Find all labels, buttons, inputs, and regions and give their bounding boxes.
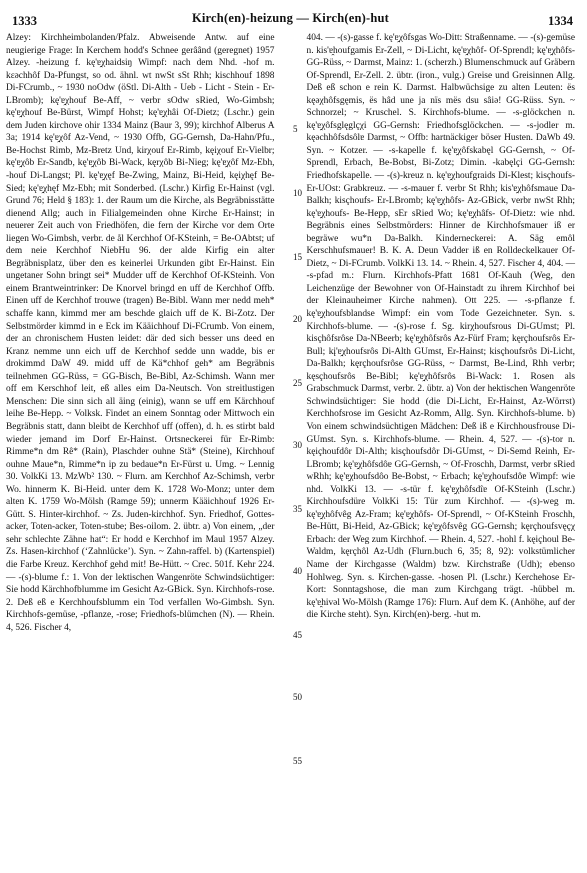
line-number: 30 — [293, 440, 302, 450]
line-number: 15 — [293, 252, 302, 262]
line-number: 55 — [293, 756, 302, 766]
running-head: Kirch(en)-heizung — Kirch(en)-hut — [191, 10, 390, 25]
line-number: 50 — [293, 692, 302, 702]
line-number-gutter — [288, 32, 312, 766]
line-number: 45 — [293, 630, 302, 640]
line-number: 35 — [293, 504, 302, 514]
right-column — [307, 32, 576, 634]
line-number: 25 — [293, 378, 302, 388]
left-page-number: 1333 — [12, 14, 37, 28]
right-page-number: 1334 — [548, 14, 573, 28]
right-column-text: 404. — -(s)-gasse f. kę'ɐ̯χôfsgas Wo-Ditt: Straßenname. — -(s)-gemüse n. kis'ɐ̯houfgamis Er-Zell, ~ Di-Licht, kę'ɐ̯χhôf- Of-Sprendl; kę'ɐ̯χhôfs- GG-Rüss, ~ Darmst, Mainz: 1. (scherzh.) Blumenschmuck auf Gräbern Of-Sprendl, Er-Zell. 2. übtr. (iron., vulg.) Greise und Greisinnen Allg. Deß eß schon e rein K. Darmst. Halbwüchsige zu alten Leuten: ës kęəχhôfsgęmis, ës hâd une ja nïs mës dsu sâiə! GG-Rüss. Syn. ~ Schnorzel; ~ Kruschel. S. Kirchhofs-blume. — -s-glöckchen n. kę'ɐ̯χôfsglęglçχi GG-Gernsh: Friedhofsglöckchen. — -s-jodler m. kęəchhôfsdsôlɐ Darmst, ~ Offb: hartnäckiger böser Husten. DaWb 49. Syn. ~ Kotzer. — -s-kapelle f. kę'ɐ̯χôfskabęl GG-Gernsh, ~ Of-Sprendl, Erbach, Be-Bobst, Bi-Zotz; Dimin. -kabęlçi GG-Gernsh: Friedhofskapelle. — -(s)-kreuz n. kę'ɐ̯χhoufgraids Di-Klest; kisçhoufs- Er-UOst: Grabkreuz. — -s-mauer f. verbr St Rhh; kis'ɐ̯χhôfsmaue Da-Balkh; kisçhoufs- Er-LBromb; kę'ɐ̯χhôfs- Az-GBick, verbr nwSt Rhh; kę'ɐ̯χhoufs- Be-Hepp, sEr sRied Wo; kę'ɐ̯χhâfs- Of-Dietz: wie nhd. Begräbnis eines Selbstmörders: Hinner de Kirchhofsmauer iß er begräwe wu*n Da-Balkh. Kinderneckerei: A. Säg emôl Kerschhufsmauer! B. K. A. Deun Vadder iß en Rolldeckelkauer Of-Dietz, ~ Di-FCrumb. VolkKi 13. 14. ~ Rhein. 4, 527. Fischer 4, 404. — -s-pfad m.: Flurn. Kirchhofs-Pfatt 1681 Of-Kauh (Weg, den Leichenzüge der Bewohner von Of-Hainstadt zu ihrem Kirchhof bei der Kleinauheimer Kirche nahmen). Ott 225. — -s-pflanze f. kę'ɐ̯χhoufsblandse Wimpf: ein vom Tode Gezeichneter. Syn. s. Kirchhofs-blume. — -(s)-rose f. Sg. kirχhoufsrous Di-GUmst; Pl. kisçhôfsrôse Da-NBeerb; kę'ɐ̯χhôfsrôs Az-Fürf Fram; kęrçhoufsrôs Er-Bull; kį'ɐ̯χhoufsrôs Di-Alth GUmst, Er-Hainst; kisçhoufsrôs Di-Licht, Da-Balkh; kęrçhoufsrôse GG-Rüss, ~ Darmst, Be-Lind, Rhh verbr; kęsçhoufsrôs Be-Bibl; kę'ɐ̯χhôfsrôs Bi-Wack: 1. Rosen als Grabschmuck Darmst, verbr. 2. übtr. a) Von der hektischen Wangenröte Schwindsüchtiger: Sie hodd (die Di-Licht, Er-Hainst, Az-Wörrst) Kerchhofsrose im Gesicht Az-Romm, Allg. Syn. Kirchhofs-blume. b) Von einem schwindsüchtigen Mädchen: Deß iß e Kirchhousfrouse Di-GUmst. Syn. s. Kirchhofs-blume. — Rhein. 4, 527. — -(s)-tor n. kęiçhoufdôr Di-Alth; kisçhoufsdôr Di-GUmst, ~ Di-Semd Reinh, Er-LBromb; kę'ɐ̯χhôfsdôɐ GG-Gernsh, ~ Of-Froschh, Darmst, verbr sRied wRhh; kę'ɐ̯χhoufsdôo Be-Bobst, ~ Erbach; kę'ɐ̯χhoufsdôɐ Wimpf: wie nhd. VolkKi 13. — -s-tür f. kę'ɐ̯χhôfsdîɐ Of-KSteinh (Lschr.) Kirchhoufsdüre VolkKi 15: Tür zum Kirchhof. — -(s)-weg m. kę'ɐ̯χhôfvêg Az-Fram; kę'ɐ̯χhôfs- Of-Sprendl, ~ Of-KSteinh Froschh, Be-Hütt, Bi-Heid, Az-GBick; kę'ɐ̯χôfsvêg GG-Gernsh; kęrçhoufsvęçχ Erbach: der Weg zum Kirchhof. — Rhein. 4, 527. -hohl f. kęiçhoul Be-Waldm, kęrçhôl Az-Udh (Flurn.buch 6, 35; 8, 92): volkstümlicher Name der Kirchgasse (Waldm) bzw. Kirchstraße (Udh); ebenso Hohlweg. Syn. s. Kirchen-gasse. -hosen Pl. (Lschr.) Kerchehose Er-Kort: Sonntagshose, die man zum Kirchgang trägt. -hübbel m. kę'ɐ̯hivəl Wo-Mölsh (Ramge 176): Flurn. Auf dem K. (Anhöhe, auf der die Kirche steht). Syn. Kirch(en)-berg. -hut m. — [306, 33, 575, 621]
line-number: 5 — [293, 124, 298, 134]
left-column — [6, 32, 275, 634]
text-columns — [6, 32, 575, 766]
line-number: 20 — [293, 314, 302, 324]
line-number: 40 — [293, 566, 302, 576]
line-number: 10 — [293, 188, 302, 198]
page-header — [6, 8, 575, 28]
left-column-text: Alzey: Kirchheimbolanden/Pfalz. Abweisende Antw. auf eine neugierige Frage: In Kerchem hodd's Schnee gerâând (geregnet) 1957 Alzey. -heizung f. kę'ɐ̯χhaidsiŋ Wimpf: nach dem Nhd. -hof m. kɛəchhôf Da-Pfungst, so od. ähnl. wt nwSt sSt Rhh; kischhouf 1898 Di-FCrumb., ~ 1930 noOdw (öStl. Di-Alth - Ueb - Licht - Stein - Er-LBromb); kę'ɐ̯χhouf Be-Aff, ~ verbr sOdw sRied, Wo-Gimbsh; kę'ɐ̯χhouf Be-Bürst, Wimpf Hohst; kę'ɐ̯χhâi Of-Dietz; (Lschr.) gein dem Juden kirchove ohir 1334 Mainz (Baur 3, 99); kirchhof Alberus A 3a; 1914 kę'ɐ̯χôf Az-Vend, ~ 1930 Offb, GG-Gernsh, Da-Hahn/Pfu., Be-Hochst Rimb, Mz-Bretz Und, kirχouf Er-Rimb, kęiχouf Er-Vielbr; kę'ɐ̯χôb Er-Sandb, kę'ɐ̯χôb Bi-Wack, kęrχôb Bi-Nieg; kę'ɐ̯χôf Mz-Ebh, -houf Di-Langst; Pl. kę'ɐ̯χęf Be-Zwing, Mainz, Bi-Heid, kęiχhęf Be-Sied; kę'ɐ̯χhęf Mz-Ebh; mit Sonderbed. (Lschr.) Kirfig Er-Hainst (vgl. Grund 76; Held § 183): 1. der Raum um die Kirche, als Begräbnisstätte dienend Allg; auch in Filialgemeinden ohne Kirche Er-Hainst; in neuerer Zeit auch von Friedhöfen, die fern der Kirche vor dem Orte liegen Wo-Gimbsh, verbr. de ål Kerchhof Of-KSteinh, = Be-OAbtst; uf dem neie Kerchhof NiebHu 96. der alde Kirfig ein alter Begräbnisplatz, über den es keinerlei Urkunden gibt Er-Hainst. Ein ungetaner Sohn bringt sei* Mudder uff de Kerchhof Of-KSteinh. Von einem Brantweintrinker: De Knorvel bringd en uff de Kerchhof Offb. Einen uff de Kerchhof trouwe (tragen) Be-Bibl. Wann mer nedd meh* schaffe kann, kimmd mer am beschde glaich uff de K. Bi-Zotz. Der Selbstmörder kimmd in e Eck im Kääichhouf Di-FCrumb. Von einem, der an chronischem Husten leidet: där ded sich besser uns deed en Kranz nemme unn eich uff de Kerchhof sedde unn wadde, bis er drokimmd DaW 49. midd uff de Kä*chhof geh* am Begräbnis teilnehmen GG-Rüss, = GG-Bisch, Be-Bibl, Az-Schimsh. Wann mer off em Kerschhof leit, eß alles eim Da-Neutsch. Von streitlustigen Menschen: Die sinn sich all äing (einig), wann se uff em Kärchhouf leihe Be-Hepp. ~ Volksk. Findet an einem Sonntag oder Mittwoch ein Begräbnis statt, dann bleibt de Kerchhof uff (offen), d. h. es stirbt bald wieder jemand im Dorf Er-Hainst. Ortsneckerei für Er-Rimb: Rimme*n dm Rê* (Rain), Plaschder ouhne Stä* (Steine), Kirchhouf ouhne Maue*n, Rimme*n ip zu bedaue*n Er-Fürst u. Umg. ~ Lennig 30. VolkKi 13. MzWb² 130. ~ Flurn. am Kerchhof Az-Schimsh, verbr Wo. hinnerm K. Bi-Heid. unter dem K. 1728 Wo-Monz; unter dem alten K. 1759 Wo-Mölsh (Ramge 59); unnerm Kääichhouf 1926 Er-Gütt. S. Hinter-kirchhof. ~ Zs. Juden-kirchhof. Syn. Friedhof, Gottes-acker, Toten-acker, Toten-stube; Bes-oilom. 2. übtr. a) Von einem, „der sehr schlechte Zähne hat“: Er hodd e Kerchhof im Maul 1957 Alzey. Zs. Hasen-kirchhof (‘Zahnlücke’). Syn. ~ Zahn-raffel. b) (Kartenspiel) die Farbe Kreuz. Kerchhof gehd mit! Be-Hütt. ~ Crec. 501f. Kehr 224. — -(s)-blume f.: 1. Von der lektischen Wangenröte Schwindsüchtiger: Sie hodd Kärchhofblumme im Gesicht Az-GBick. Syn. Kirchhofs-rose. 2. Deß eß e Kerchhoufsblumm ein Tod verfallen Wo-Gimbsh. Syn. Kirchhofs-gemüse, -pflanze, -rose; Friedhofs-blümchen (N). — Rhein. 4, 526. Fischer 4, — [6, 33, 275, 633]
